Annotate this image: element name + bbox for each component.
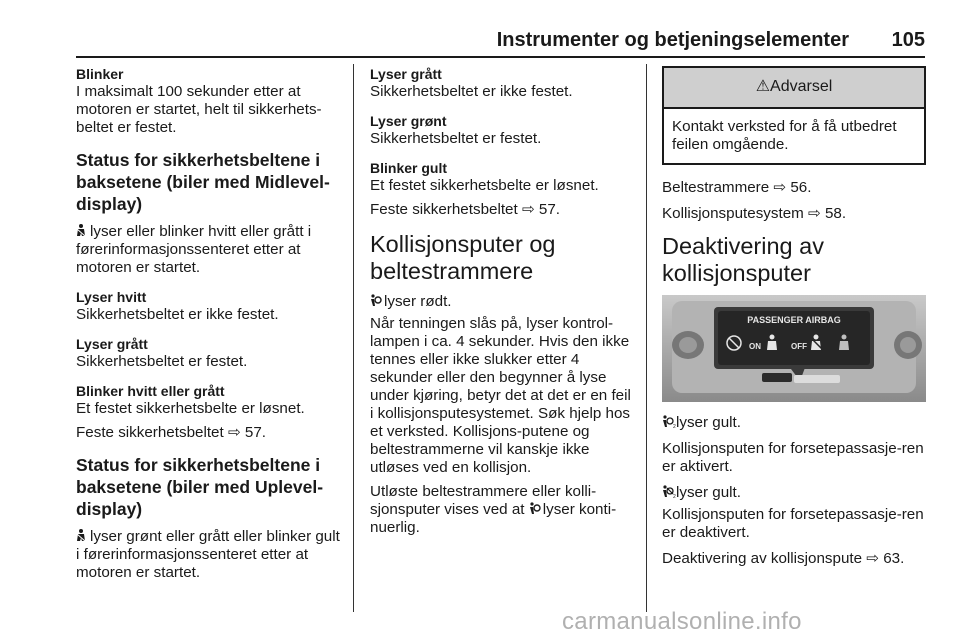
page-header <box>76 28 925 52</box>
photo-label: PASSENGER AIRBAG <box>747 315 841 325</box>
heading-midlevel: Status for sikkerhetsbeltene i baksetene (biler med Midlevel-display) <box>76 150 330 214</box>
airbag-red-text: lyser rødt. <box>384 293 452 310</box>
airbag-on-text: lyser gult. <box>676 414 741 431</box>
heading-kollisjonsputer: Kollisjonsputer og beltestrammere <box>370 231 556 284</box>
utloste-text <box>370 483 635 537</box>
airbag-red-line <box>370 293 635 311</box>
blinker-label: Blinker <box>76 66 124 82</box>
tenning-text: Når tenningen slås på, lyser kontrol-lampen i ca. 4 sekunder. Hvis den ikke tennes eller ikke slukker etter 4 sekunder eller den begynner å lyse under kjøring, betyr det at det er en feil i kollisjonsputesystemet. Søk hjelp hos et verksted. Kollisjons-putene og beltestrammerne vil kanskje ikke utløses ved en kollisjon. <box>370 315 631 476</box>
feste-reference: Feste sikkerhetsbeltet ⇨ 57. <box>76 424 266 441</box>
airbag-panel-photo <box>662 295 926 402</box>
warning-box <box>662 66 926 165</box>
warning-icon: ⚠ <box>755 78 771 95</box>
deaktivert-text: Kollisjonsputen for forsetepassasje-ren er deaktivert. <box>662 506 924 541</box>
midlevel-text <box>76 223 344 277</box>
uplevel-text <box>76 528 344 582</box>
utloste-text-before: Utløste beltestrammere eller kolli-sjonsputer vises ved at <box>370 483 597 518</box>
photo-off: OFF <box>791 342 807 351</box>
column-3 <box>662 66 926 568</box>
feste-reference: Feste sikkerhetsbeltet ⇨ 57. <box>370 201 560 218</box>
lyser-gront-label: Lyser grønt <box>370 113 447 129</box>
blinker-gult-label: Blinker gult <box>370 160 448 176</box>
heading-uplevel: Status for sikkerhetsbeltene i baksetene (biler med Uplevel-display) <box>76 455 324 519</box>
column-2 <box>370 66 635 549</box>
passenger-airbag-off-icon <box>662 485 676 499</box>
lyser-gratt-text: Sikkerhetsbeltet er ikke festet. <box>370 83 573 100</box>
uplevel-text-body: lyser grønt eller grått eller blinker gult i førerinformasjonssenteret etter at motoren er startet. <box>76 528 340 581</box>
photo-on: ON <box>749 342 761 351</box>
airbag-warning-icon <box>529 502 539 516</box>
seatbelt-icon <box>76 224 86 238</box>
blinker-gult-text: Et festet sikkerhetsbelte er løsnet. <box>370 177 599 194</box>
page-number: 105 <box>891 29 925 51</box>
passenger-airbag-on-icon <box>662 415 676 429</box>
midlevel-text-body: lyser eller blinker hvitt eller grått i førerinformasjonssenteret etter at motoren er startet. <box>76 223 312 276</box>
lyser-hvitt-text: Sikkerhetsbeltet er ikke festet. <box>76 306 279 323</box>
column-divider-2 <box>646 64 647 612</box>
airbag-off-line <box>662 484 926 502</box>
heading-deaktivering: Deaktivering av kollisjonsputer <box>662 233 824 286</box>
warning-title: Advarsel <box>770 78 833 95</box>
lyser-gront-text: Sikkerhetsbeltet er festet. <box>370 130 542 147</box>
column-1 <box>76 66 344 594</box>
blinker-hvitt-gratt-label: Blinker hvitt eller grått <box>76 383 225 399</box>
watermark-url: carmanualsonline.info <box>562 608 802 635</box>
deaktivering-reference: Deaktivering av kollisjonspute ⇨ 63. <box>662 550 905 567</box>
lyser-hvitt-label: Lyser hvitt <box>76 289 147 305</box>
page-title: Instrumenter og betjeningselementer <box>496 29 849 51</box>
lyser-gratt-label: Lyser grått <box>76 336 148 352</box>
airbag-warning-icon <box>370 294 380 308</box>
header-rule <box>76 56 925 58</box>
airbag-on-line <box>662 414 926 432</box>
svg-text:2: 2 <box>673 424 676 429</box>
svg-text:2: 2 <box>673 494 676 499</box>
kollisjonsputesystem-reference: Kollisjonsputesystem ⇨ 58. <box>662 205 847 222</box>
seatbelt-icon <box>76 529 86 543</box>
warning-header <box>664 68 924 109</box>
lyser-gratt-label: Lyser grått <box>370 66 442 82</box>
lyser-gratt-text: Sikkerhetsbeltet er festet. <box>76 353 248 370</box>
blinker-hvitt-gratt-text: Et festet sikkerhetsbelte er løsnet. <box>76 400 305 417</box>
utloste-text-after: lyser konti-nuerlig. <box>370 501 617 536</box>
beltestrammere-reference: Beltestrammere ⇨ 56. <box>662 179 812 196</box>
aktivert-text: Kollisjonsputen for forsetepassasje-ren er aktivert. <box>662 440 924 475</box>
column-divider-1 <box>353 64 354 612</box>
warning-text: Kontakt verksted for å få utbedret feilen omgående. <box>672 118 897 153</box>
airbag-off-text: lyser gult. <box>676 484 741 501</box>
blinker-text: I maksimalt 100 sekunder etter at motoren er startet, helt til sikkerhets-beltet er festet. <box>76 83 322 136</box>
